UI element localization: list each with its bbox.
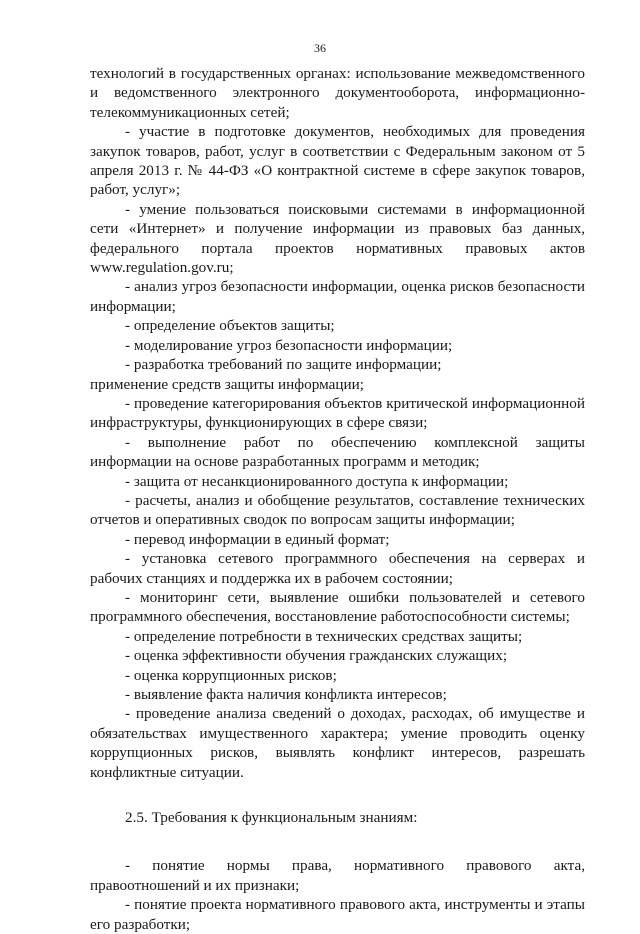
paragraph-16: - определение потребности в технических средствах защиты;: [125, 627, 523, 645]
paragraph-1: технологий в государственных органах: использование межведомственного и ведомственного электронного документооборота, информационно-телекоммуникационных сетей;: [90, 65, 585, 121]
paragraph-17: - оценка эффективности обучения гражданских служащих;: [125, 647, 508, 665]
paragraph-20: - проведение анализа сведений о доходах, расходах, об имуществе и обязательствах имущественного характера; умение проводить оценку коррупционных рисков, выявлять конфликт интересов, разрешать конфликтные ситуации.: [90, 705, 585, 781]
paragraph-4: - анализ угроз безопасности информации, оценка рисков безопасности информации;: [90, 278, 585, 315]
paragraph-5: - определение объектов защиты;: [125, 317, 335, 335]
paragraph-7: - разработка требований по защите информации;: [125, 356, 442, 374]
section-heading: 2.5. Требования к функциональным знаниям:: [125, 809, 418, 827]
document-body: [90, 64, 585, 934]
paragraph-9: - проведение категорирования объектов критической информационной инфраструктуры, функционирующих в сфере связи;: [90, 394, 585, 432]
paragraph-2: - участие в подготовке документов, необходимых для проведения закупок товаров, работ, услуг в соответствии с Федеральным законом от 5 апреля 2013 г. № 44-ФЗ «О контрактной системе в сфере закупок товаров, работ, услуг»;: [90, 123, 585, 199]
paragraph-18: - оценка коррупционных рисков;: [125, 666, 337, 684]
paragraph-13: - перевод информации в единый формат;: [125, 530, 390, 548]
paragraph-11: - защита от несанкционированного доступа к информации;: [125, 472, 509, 490]
paragraph-10: - выполнение работ по обеспечению комплексной защиты информации на основе разработанных программ и методик;: [90, 433, 585, 471]
paragraph-12: - расчеты, анализ и обобщение результатов, составление технических отчетов и оперативных сводок по вопросам защиты информации;: [90, 491, 585, 529]
paragraph-14: - установка сетевого программного обеспечения на серверах и рабочих станциях и поддержка их в рабочем состоянии;: [90, 550, 585, 587]
page-number: 36: [314, 41, 326, 55]
paragraph-3: - умение пользоваться поисковыми системами в информационной сети «Интернет» и получение информации из правовых баз данных, федерального портала проектов нормативных правовых актов www.regulation.gov.ru;: [90, 200, 585, 277]
paragraph-23: - понятие проекта нормативного правового акта, инструменты и этапы его разработки;: [90, 896, 585, 933]
paragraph-6: - моделирование угроз безопасности информации;: [125, 336, 453, 354]
paragraph-19: - выявление факта наличия конфликта интересов;: [125, 686, 447, 703]
paragraph-15: - мониторинг сети, выявление ошибки пользователей и сетевого программного обеспечения, восстановление работоспособности системы;: [90, 588, 585, 626]
paragraph-22: - понятие нормы права, нормативного правового акта, правоотношений и их признаки;: [90, 857, 585, 894]
paragraph-8: применение средств защиты информации;: [90, 375, 364, 393]
